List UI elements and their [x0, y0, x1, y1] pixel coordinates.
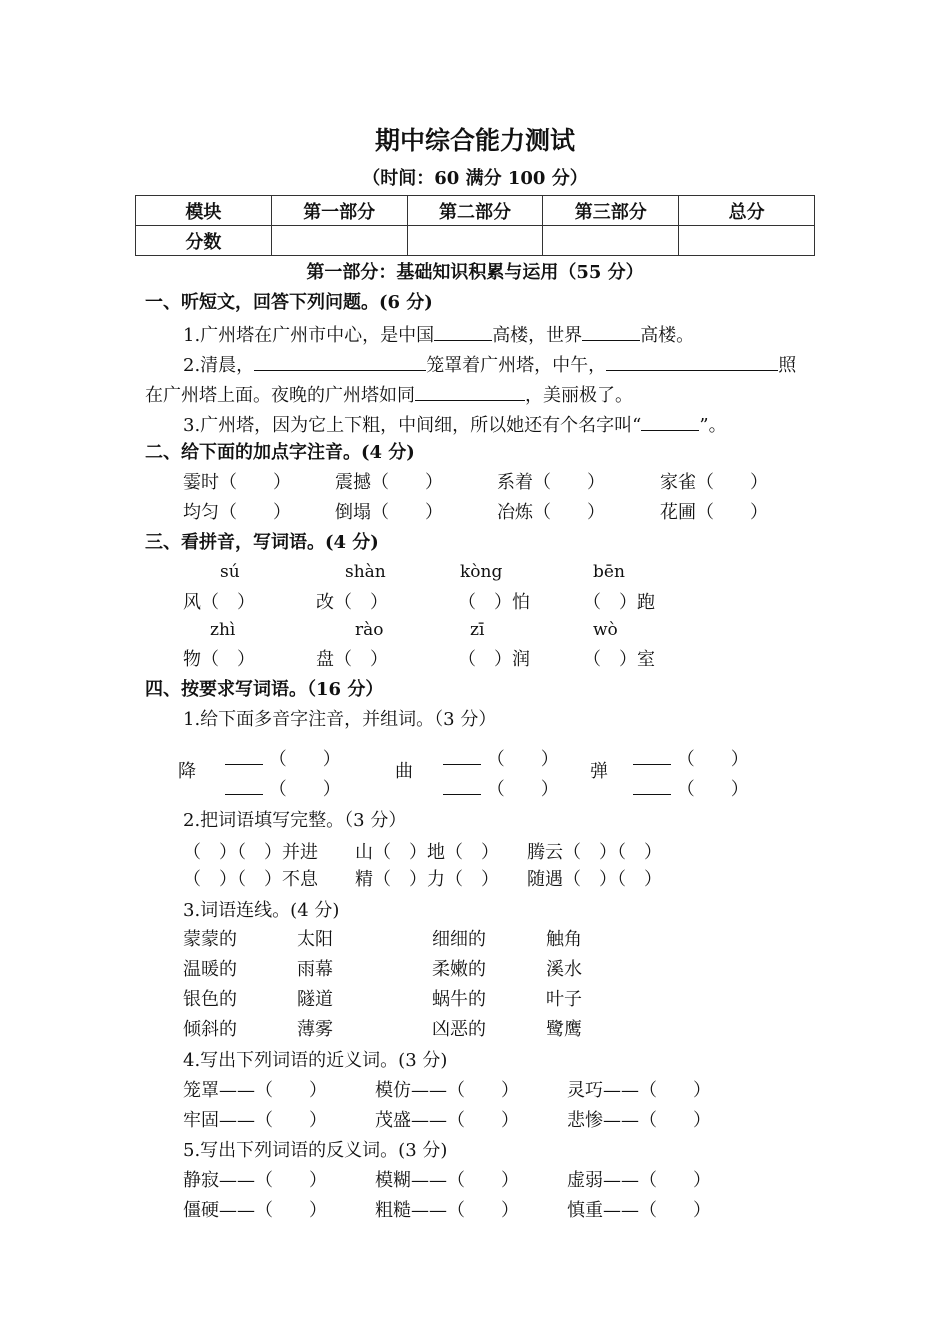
fill-idiom[interactable]: 随遇（ ）（ ）	[527, 869, 662, 890]
link-word[interactable]: 温暖的	[183, 959, 237, 980]
poly-entry: （ ）	[633, 748, 749, 769]
blank[interactable]	[606, 354, 778, 371]
synonym-item[interactable]: 悲惨——（ ）	[567, 1110, 711, 1131]
blank[interactable]	[443, 748, 481, 765]
pinyin-label: sú	[220, 562, 240, 582]
score-table-header-row	[136, 196, 815, 226]
score-table-header-cell: 第一部分	[271, 196, 407, 226]
blank[interactable]	[633, 778, 671, 795]
blank[interactable]	[415, 384, 525, 401]
link-word[interactable]: 凶恶的	[432, 1019, 486, 1040]
pinyin-label: wò	[593, 620, 618, 640]
page-subtitle: （时间：60 满分 100 分）	[362, 168, 588, 189]
link-word[interactable]: 蜗牛的	[432, 989, 486, 1010]
poly-entry: （ ）	[633, 778, 749, 799]
pinyin-item[interactable]: 花圃（ ）	[660, 502, 768, 523]
link-word[interactable]: 倾斜的	[183, 1019, 237, 1040]
word-blank[interactable]: （ ）室	[583, 649, 655, 670]
blank[interactable]	[225, 748, 263, 765]
section4-heading: 四、按要求写词语。（16 分）	[145, 679, 384, 700]
poly-entry: （ ）	[225, 778, 341, 799]
link-word[interactable]: 雨幕	[297, 959, 333, 980]
word-blank[interactable]: 盘（ ）	[316, 649, 388, 670]
score-table-header-cell: 模块	[136, 196, 272, 226]
poly-entry: （ ）	[443, 748, 559, 769]
fill-idiom[interactable]: 山（ ）地（ ）	[355, 842, 499, 863]
score-table-header-cell: 第三部分	[543, 196, 679, 226]
pinyin-label: zī	[470, 620, 485, 640]
fill-idiom[interactable]: 腾云（ ）（ ）	[527, 842, 662, 863]
link-word[interactable]: 蒙蒙的	[183, 929, 237, 950]
s1-question-2-cont: 在广州塔上面。夜晚的广州塔如同 ，美丽极了。	[145, 385, 633, 406]
s1-question-3: 3.广州塔，因为它上下粗，中间细，所以她还有个名字叫“ ”。	[183, 415, 727, 436]
s1-question-1: 1.广州塔在广州市中心，是中国 高楼，世界 高楼。	[183, 325, 695, 346]
poly-entry: （ ）	[443, 778, 559, 799]
poly-entry: （ ）	[225, 748, 341, 769]
section1-heading: 一、听短文，回答下列问题。(6 分)	[145, 292, 433, 313]
link-word[interactable]: 隧道	[297, 989, 333, 1010]
antonym-item[interactable]: 僵硬——（ ）	[183, 1200, 327, 1221]
section2-heading: 二、给下面的加点字注音。(4 分)	[145, 442, 415, 463]
antonym-item[interactable]: 粗糙——（ ）	[375, 1200, 519, 1221]
antonym-item[interactable]: 虚弱——（ ）	[567, 1170, 711, 1191]
word-blank[interactable]: 物（ ）	[183, 649, 255, 670]
pinyin-label: zhì	[210, 620, 236, 640]
link-word[interactable]: 鹭鹰	[546, 1019, 582, 1040]
blank[interactable]	[225, 778, 263, 795]
pinyin-label: bēn	[593, 562, 625, 582]
page-title: 期中综合能力测试	[374, 126, 575, 155]
pinyin-label: rào	[355, 620, 384, 640]
antonym-item[interactable]: 模糊——（ ）	[375, 1170, 519, 1191]
s4-question-3: 3.词语连线。(4 分)	[183, 900, 340, 921]
polyphonic-char: 弹	[590, 761, 608, 782]
score-cell[interactable]	[407, 226, 543, 256]
pinyin-item[interactable]: 震撼（ ）	[335, 472, 443, 493]
blank[interactable]	[633, 748, 671, 765]
link-word[interactable]: 叶子	[546, 989, 582, 1010]
pinyin-item[interactable]: 系着（ ）	[497, 472, 605, 493]
fill-idiom[interactable]: 精（ ）力（ ）	[355, 869, 499, 890]
link-word[interactable]: 细细的	[432, 929, 486, 950]
score-cell[interactable]	[271, 226, 407, 256]
s4-question-5: 5.写出下列词语的反义词。(3 分)	[183, 1140, 448, 1161]
s1-question-2: 2.清晨， 笼罩着广州塔，中午， 照	[183, 355, 797, 376]
word-blank[interactable]: （ ）跑	[583, 592, 655, 613]
score-cell[interactable]	[543, 226, 679, 256]
blank[interactable]	[254, 354, 426, 371]
link-word[interactable]: 薄雾	[297, 1019, 333, 1040]
blank[interactable]	[582, 324, 640, 341]
fill-idiom[interactable]: （ ）（ ）不息	[183, 869, 318, 890]
score-table-header-cell: 第二部分	[407, 196, 543, 226]
link-word[interactable]: 溪水	[546, 959, 582, 980]
section3-heading: 三、看拼音，写词语。(4 分)	[145, 532, 379, 553]
word-blank[interactable]: 改（ ）	[316, 592, 388, 613]
link-word[interactable]: 银色的	[183, 989, 237, 1010]
antonym-item[interactable]: 静寂——（ ）	[183, 1170, 327, 1191]
synonym-item[interactable]: 笼罩——（ ）	[183, 1080, 327, 1101]
s4-question-2: 2.把词语填写完整。（3 分）	[183, 810, 407, 831]
word-blank[interactable]: （ ）润	[458, 649, 530, 670]
link-word[interactable]: 触角	[546, 929, 582, 950]
part1-heading: 第一部分：基础知识积累与运用（55 分）	[306, 262, 644, 283]
pinyin-item[interactable]: 霎时（ ）	[183, 472, 291, 493]
word-blank[interactable]: 风（ ）	[183, 592, 255, 613]
s4-question-1: 1.给下面多音字注音，并组词。（3 分）	[183, 709, 497, 730]
fill-idiom[interactable]: （ ）（ ）并进	[183, 842, 318, 863]
synonym-item[interactable]: 模仿——（ ）	[375, 1080, 519, 1101]
link-word[interactable]: 柔嫩的	[432, 959, 486, 980]
score-row-label: 分数	[136, 226, 272, 256]
antonym-item[interactable]: 慎重——（ ）	[567, 1200, 711, 1221]
pinyin-label: shàn	[345, 562, 386, 582]
score-table	[135, 195, 815, 256]
blank[interactable]	[443, 778, 481, 795]
polyphonic-char: 降	[178, 761, 196, 782]
link-word[interactable]: 太阳	[297, 929, 333, 950]
polyphonic-char: 曲	[395, 761, 413, 782]
score-table-score-row	[136, 226, 815, 256]
pinyin-item[interactable]: 倒塌（ ）	[335, 502, 443, 523]
pinyin-item[interactable]: 均匀（ ）	[183, 502, 291, 523]
pinyin-item[interactable]: 冶炼（ ）	[497, 502, 605, 523]
score-table-header-cell: 总分	[679, 196, 815, 226]
synonym-item[interactable]: 茂盛——（ ）	[375, 1110, 519, 1131]
pinyin-label: kòng	[460, 562, 503, 582]
synonym-item[interactable]: 牢固——（ ）	[183, 1110, 327, 1131]
score-cell[interactable]	[679, 226, 815, 256]
blank[interactable]	[641, 414, 699, 431]
pinyin-item[interactable]: 家雀（ ）	[660, 472, 768, 493]
word-blank[interactable]: （ ）怕	[458, 592, 530, 613]
s4-question-4: 4.写出下列词语的近义词。(3 分)	[183, 1050, 448, 1071]
synonym-item[interactable]: 灵巧——（ ）	[567, 1080, 711, 1101]
blank[interactable]	[434, 324, 492, 341]
